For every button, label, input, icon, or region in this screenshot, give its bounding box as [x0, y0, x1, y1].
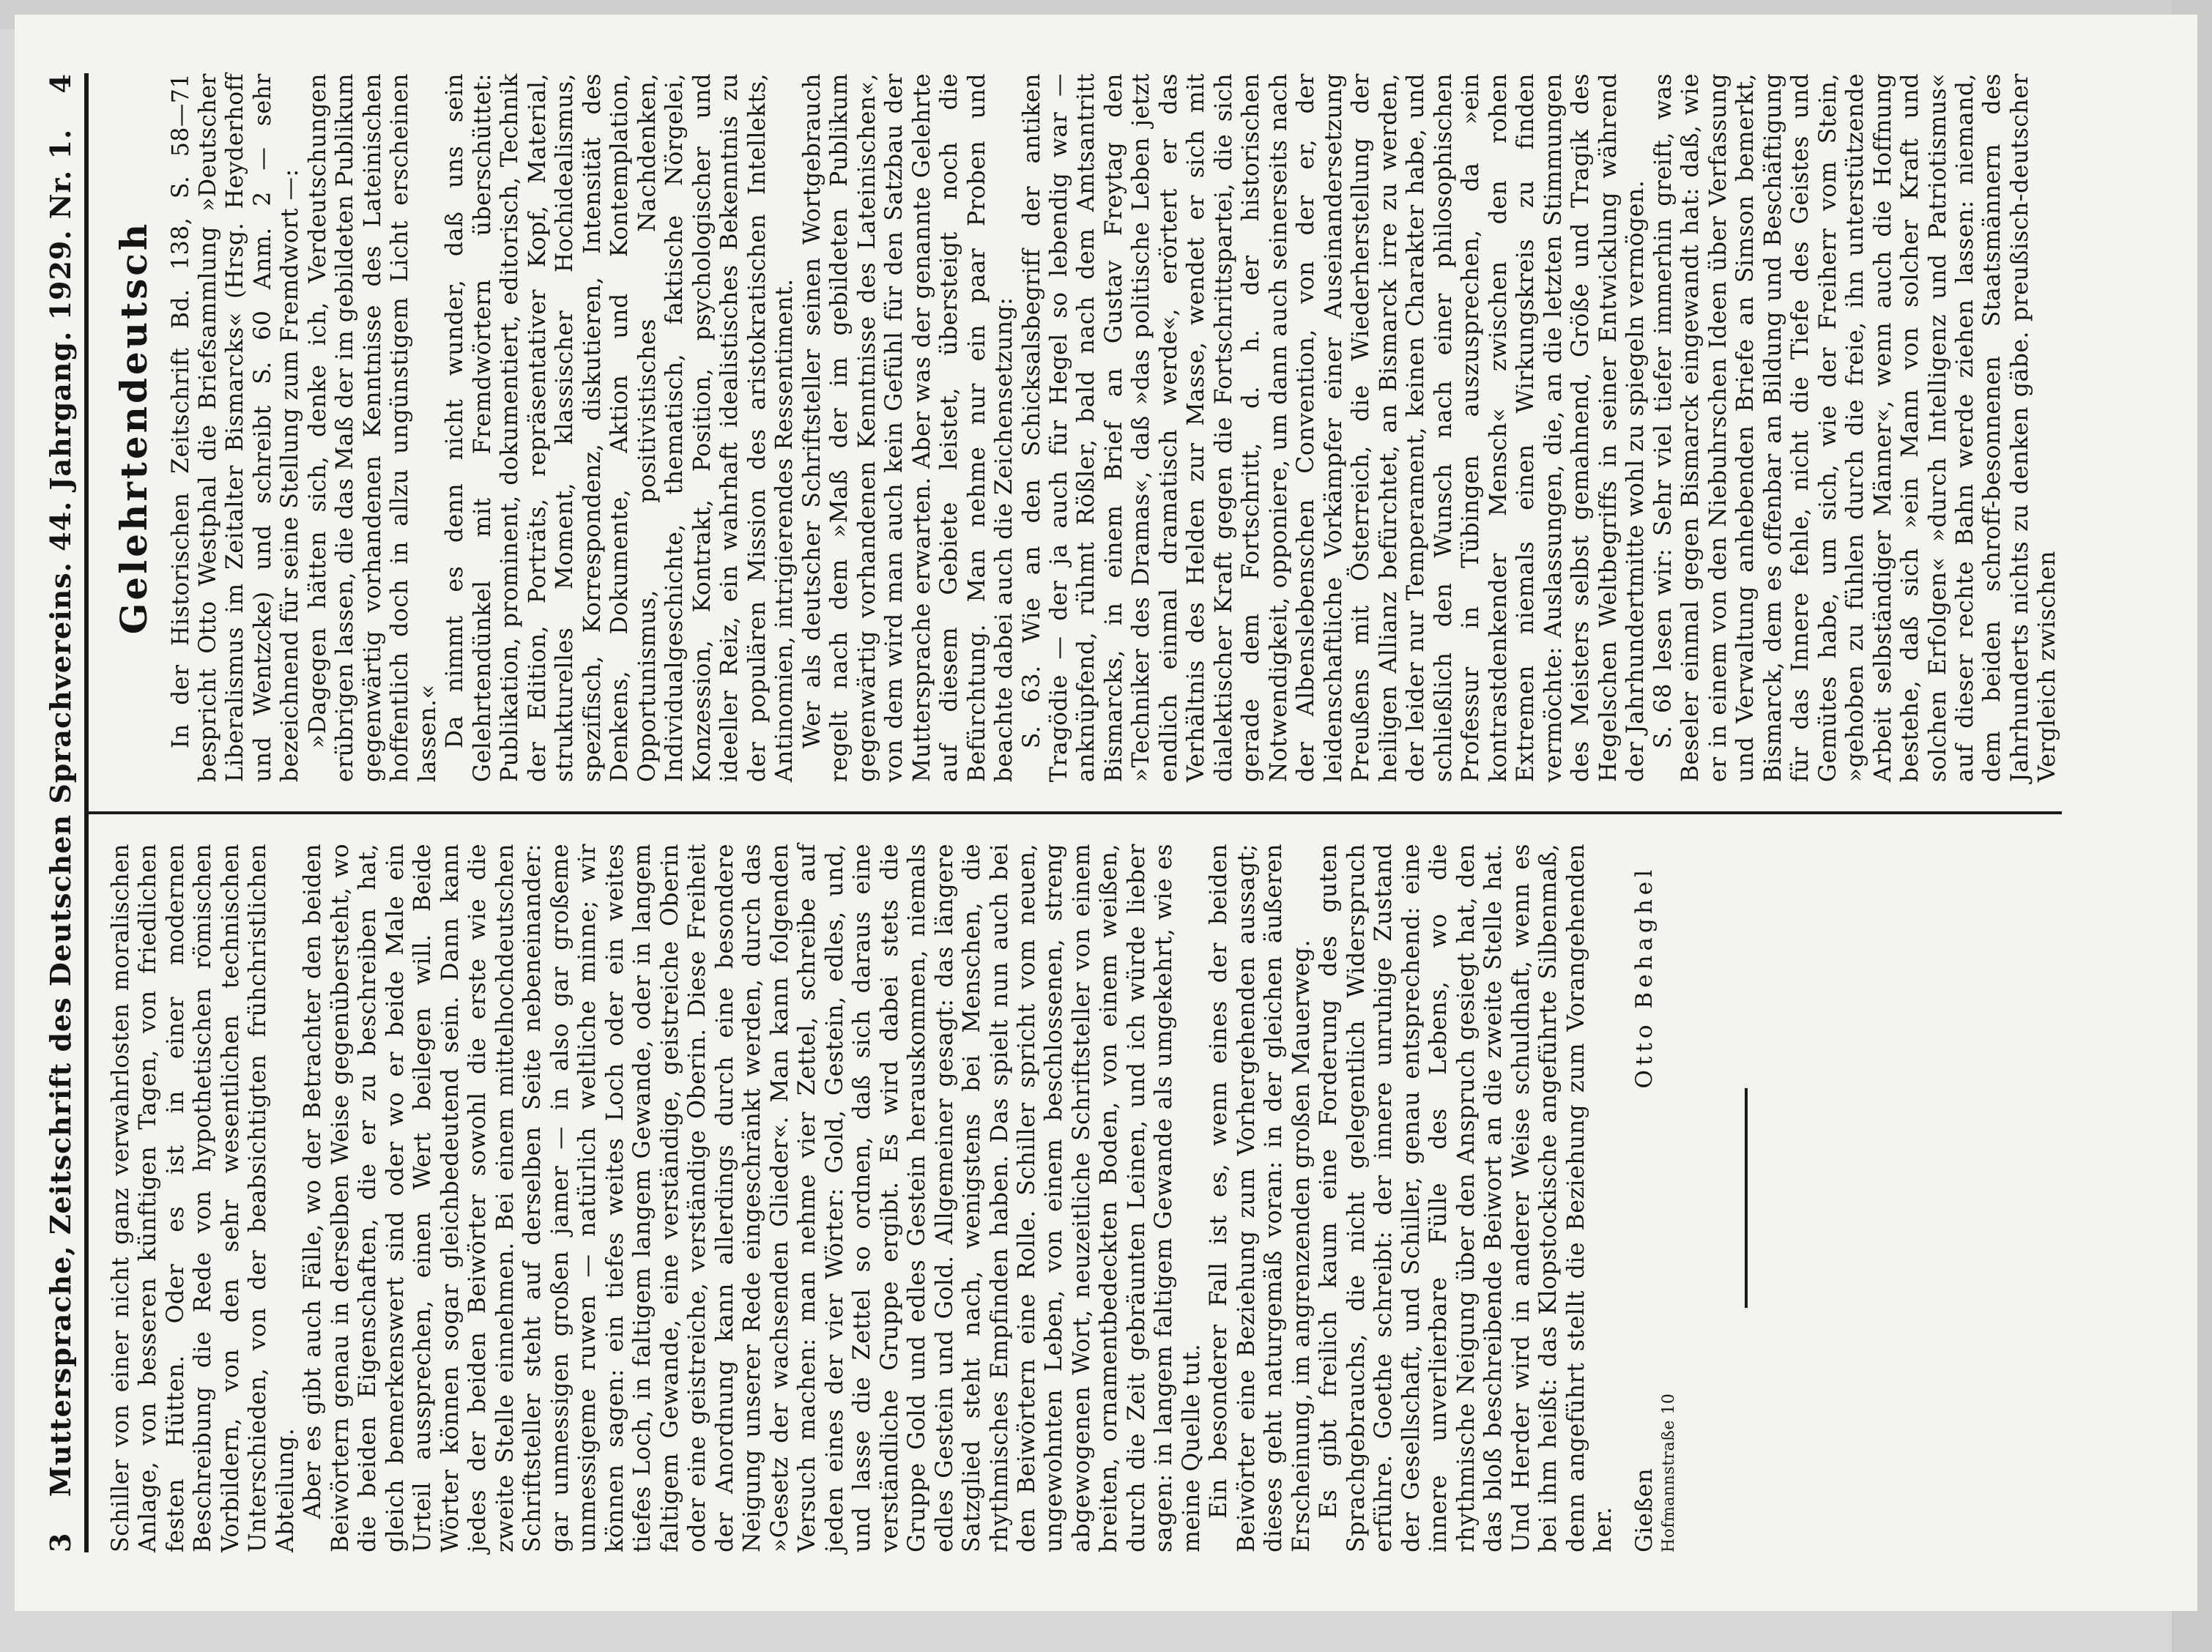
right-column [108, 73, 2062, 811]
left-column [108, 814, 2062, 1552]
signature-address: Hofmannstraße 10 [1659, 1393, 1678, 1552]
article-title: Gelehrtendeutsch [112, 220, 155, 635]
left-paragraph-1: Schiller von einer nicht ganz verwahrlosten moralischen Anlage, von besseren künftigen Tagen, von friedlichen festen Hütten. Oder es ist in einer modernen Beschreibung die Rede von hypothetischen römischen Vorbildern, von den sehr wesentlichen technischen Unterschieden, von der beabsichtigten frühchristlichen Abteilung. [108, 843, 299, 1552]
page-number-left: 3 [44, 1532, 77, 1552]
right-paragraph-1: In der Historischen Zeitschrift Bd. 138, S. 58—71 bespricht Otto Westphal die Briefsammlung »Deutscher Liberalismus im Zeitalter Bismarcks« (Hrsg. Heyderhoff und Wentzcke) und schreibt S. 60 Anm. 2 — sehr bezeichnend für seine Stellung zum Fremdwort —: [167, 73, 304, 783]
right-paragraph-4: Wer als deutscher Schriftsteller seinen Wortgebrauch regelt nach dem »Maß der im gebildeten Publikum gegenwärtig vorhandenen Kenntnisse des Lateinischen«, von dem wird man auch kein Gefühl für den Satzbau der Muttersprache erwarten. Aber was der genannte Gelehrte auf diesem Gebiete leistet, übersteigt noch die Befürchtung. Man nehme nur ein paar Proben und beachte dabei auch die Zeichensetzung: [798, 73, 1018, 783]
left-paragraph-2: Aber es gibt auch Fälle, wo der Betrachter den beiden Beiwörtern genau in derselben Weise gegenübersteht, wo die beiden Eigenschaften, die er zu beschreiben hat, gleich bemerkenswert sind oder wo er beide Male ein Urteil aussprechen, einen Wert beilegen will. Beide Wörter können sogar gleichbedeutend sein. Dann kann jedes der beiden Beiwörter sowohl die erste wie die zweite Stelle einnehmen. Bei einem mittelhochdeutschen Schriftsteller steht auf derselben Seite nebeneinander: gar unmessigen großen jamer — in also gar großeme unmessigeme ruwen — natürlich weltliche minne; wir können sagen: ein tiefes weites Loch oder ein weites tiefes Loch, in faltigem langem Gewande, oder in langem faltigem Gewande, eine verständige, geistreiche Oberin oder eine geistreiche, verständige Oberin. Diese Freiheit der Anordnung kann allerdings durch eine besondere Neigung unserer Rede eingeschränkt werden, durch das »Gesetz der wachsenden Glieder«. Man kann folgenden Versuch machen: man nehme vier Zettel, schreibe auf jeden eines der vier Wörter: Gold, Gestein, edles, und, und lasse die Zettel so ordnen, daß sich daraus eine verständliche Gruppe ergibt. Es wird dabei stets die Gruppe Gold und edles Gestein herauskommen, niemals edles Gestein und Gold. Allgemeiner gesagt: das längere Satzglied steht nach, wenigstens bei Menschen, die rhythmisches Empfinden haben. Das spielt nun auch bei den Beiwörtern eine Rolle. Schiller spricht vom neuen, ungewohnten Leben, von einem beschlossenen, streng abgewogenen Wort, neuzeitliche Schriftsteller von einem breiten, ornamentbedeckten Boden, von einem weißen, durch die Zeit gebräunten Leinen, und ich würde lieber sagen: in langem faltigem Gewande als umgekehrt, wie es meine Quelle tut. [300, 843, 1205, 1552]
article-end-rule [1745, 1088, 1748, 1308]
signature-block [1631, 844, 1679, 1552]
signature-place: Gießen [1630, 1467, 1658, 1552]
right-paragraph-5: S. 63. Wie an den Schicksalsbegriff der antiken Tragödie — der ja auch für Hegel so lebendig war — anknüpfend, rühmt Rößler, bald nach dem Amtsantritt Bismarcks, in einem Brief an Gustav Freytag den »Techniker des Dramas«, daß »das politische Leben jetzt endlich einmal dramatisch werde«, erörtert er das Verhältnis des Helden zur Masse, wendet er sich mit dialektischer Kraft gegen die Fortschrittspartei, die sich gerade dem Fortschritt, d. h. der historischen Notwendigkeit, opponiere, um dann auch seinerseits nach der Albenslebenschen Convention, von der er, der leidenschaftliche Vorkämpfer einer Auseinandersetzung Preußens mit Österreich, die Wiederherstellung der heiligen Allianz befürchtet, an Bismarck irre zu werden, der leider nur Temperament, keinen Charakter habe, und schließlich den Wunsch nach einer philosophischen Professur in Tübingen auszusprechen, da »ein kontrastdenkender Mensch« zwischen den rohen Extremen niemals einen Wirkungskreis zu finden vermöchte: Auslassungen, die, an die letzten Stimmungen des Meisters selbst gemahnend, Größe und Tragik des Hegelschen Weltbegriffs in seiner Entwicklung während der Jahrhundertmitte wohl zu spiegeln vermögen. [1018, 73, 1649, 783]
page-header [44, 73, 89, 1552]
author-signature: Otto Behaghel [1630, 865, 1658, 1089]
right-paragraph-3: Da nimmt es denn nicht wunder, daß uns sein Gelehrtendünkel mit Fremdwörtern überschüttet: Publikation, prominent, dokumentiert, editorisch, Technik der Edition, Porträts, repräsentativer Kopf, Material, strukturelles Moment, klassischer Hochidealismus, spezifisch, Korrespondenz, diskutieren, Intensität des Denkens, Dokumente, Aktion und Kontemplation, Opportunismus, positivistisches Nachdenken, Individualgeschichte, thematisch, faktische Nörgelei, Konzession, Kontrakt, Position, psychologischer und ideeller Reiz, ein wahrhaft idealistisches Bekenntnis zu der populären Mission des aristokratischen Intellekts, Antinomien, intrigierendes Ressentiment. [442, 73, 798, 783]
left-paragraph-3: Ein besonderer Fall ist es, wenn eines der beiden Beiwörter eine Beziehung zum Vorhergehenden aussagt; dieses geht naturgemäß voran: in der gleichen äußeren Erscheinung, im angrenzenden großen Mauerweg. [1206, 843, 1315, 1552]
two-column-layout [108, 73, 2062, 1552]
right-paragraph-2: »Dagegen hätten sich, denke ich, Verdeutschungen erübrigen lassen, die das Maß der im gebildeten Publikum gegenwärtig vorhandenen Kenntnisse des Lateinischen hoffentlich doch in allzu ungünstigem Licht erscheinen lassen.« [304, 73, 441, 783]
newspaper-page [15, 15, 2197, 1611]
running-title: Muttersprache, Zeitschrift des Deutschen Sprachvereins. 44. Jahrgang. 1929. Nr. 1. [44, 128, 77, 1497]
column-divider [89, 811, 2062, 814]
left-paragraph-4: Es gibt freilich kaum eine Forderung des guten Sprachgebrauchs, die nicht gelegentlich Widerspruch erführe. Goethe schreibt: der innere unruhige Zustand der Gesellschaft, und Schiller, genau entsprechend: eine innere unverlierbare Fülle des Lebens, wo die rhythmische Neigung über den Anspruch gesiegt hat, den das bloß beschreibende Beiwort an die zweite Stelle hat. Und Herder wird in anderer Weise schuldhaft, wenn es bei ihm heißt: das Klopstockische angeführte Silbenmaß, denn angeführt stellt die Beziehung zum Vorangehenden her. [1315, 843, 1617, 1552]
page-number-right: 4 [44, 73, 77, 94]
right-paragraph-6: S. 68 lesen wir: Sehr viel tiefer immerhin greift, was Beseler einmal gegen Bismarck eingewandt hat: daß, wie er in einem von den Niebuhrschen Ideen über Verfassung und Verwaltung anhebenden Briefe an Simson bemerkt, Bismarck, dem es offenbar an Bildung und Beschäftigung für das Innere fehle, nicht die Tiefe des Geistes und Gemütes habe, um sich, wie der Freiherr vom Stein, »gehoben zu fühlen durch die freie, ihn unterstützende Arbeit selbständiger Männer«, wenn auch die Hoffnung bestehe, daß sich »ein Mann von solcher Kraft und solchen Erfolgen« »durch Intelligenz und Patriotismus« auf dieser rechte Bahn werde ziehen lassen: niemand, dem beiden schroff-besonnenen Staatsmännern des Jahrhunderts nichts zu denken gäbe. preußisch-deutscher Vergleich zwischen [1649, 73, 2061, 783]
